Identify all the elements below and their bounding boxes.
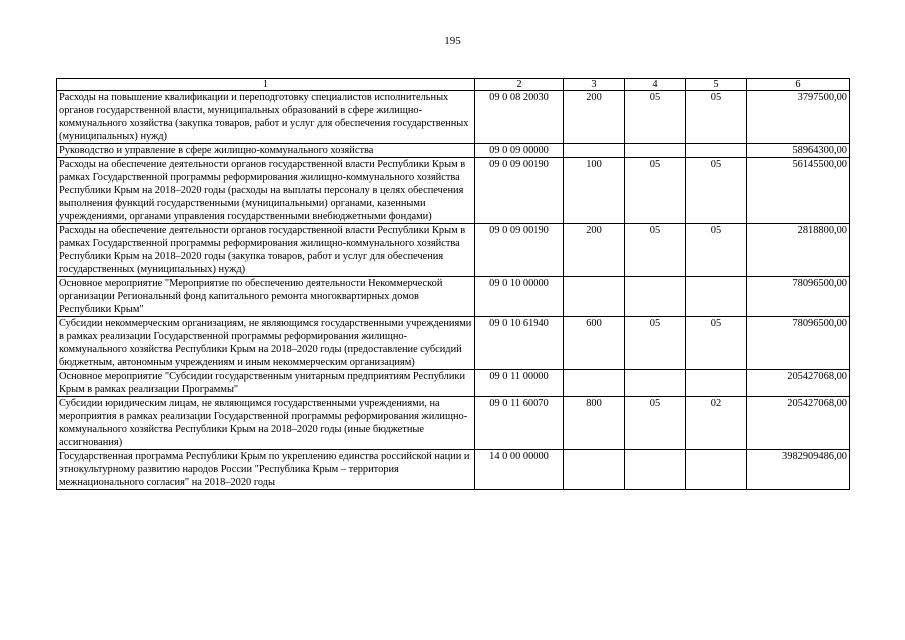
row-amount: 2818800,00 (747, 224, 850, 277)
row-name: Расходы на обеспечение деятельности органов государственной власти Республики Крым в рамках Государственной программы реформирования жилищно-коммунального хозяйства Республики Крым на 2018–2020 годы (закупка товаров, работ и услуг для обеспечения государственных (муниципальных) нужд) (57, 224, 475, 277)
row-expense-type (564, 144, 625, 158)
row-amount: 3982909486,00 (747, 450, 850, 490)
row-name: Субсидии некоммерческим организациям, не являющимся государственными учреждениями в рамках реализации Государственной программы реформирования жилищно-коммунального хозяйства Республики Крым на 2018–2020 годы (предоставление субсидий бюджетным, автономным учреждениям и иным некоммерческим организациям) (57, 317, 475, 370)
row-expense-type (564, 450, 625, 490)
row-code: 09 0 09 00190 (475, 224, 564, 277)
row-subsection: 05 (686, 317, 747, 370)
row-section: 05 (625, 397, 686, 450)
row-code: 14 0 00 00000 (475, 450, 564, 490)
row-name: Расходы на повышение квалификации и переподготовку специалистов исполнительных органов государственной власти, муниципальных образований в сфере жилищно-коммунального хозяйства (закупка товаров, работ и услуг для обеспечения государственных (муниципальных) нужд) (57, 91, 475, 144)
row-amount: 78096500,00 (747, 277, 850, 317)
row-section (625, 277, 686, 317)
budget-table (56, 78, 850, 490)
row-subsection: 05 (686, 224, 747, 277)
column-header: 6 (747, 79, 850, 91)
table-row (57, 144, 850, 158)
table-row (57, 450, 850, 490)
row-name: Основное мероприятие "Субсидии государственным унитарным предприятиям Республики Крым в рамках реализации Программы" (57, 370, 475, 397)
row-amount: 56145500,00 (747, 158, 850, 224)
table-row (57, 317, 850, 370)
row-section: 05 (625, 91, 686, 144)
row-expense-type: 800 (564, 397, 625, 450)
row-code: 09 0 08 20030 (475, 91, 564, 144)
row-amount: 205427068,00 (747, 397, 850, 450)
row-name: Расходы на обеспечение деятельности органов государственной власти Республики Крым в рамках Государственной программы реформирования жилищно-коммунального хозяйства Республики Крым на 2018–2020 годы (расходы на выплаты персоналу в целях обеспечения выполнения функций государственными (муниципальными) органами, казенными учреждениями, органами управления государственными внебюджетными фондами) (57, 158, 475, 224)
column-header: 2 (475, 79, 564, 91)
row-name: Государственная программа Республики Крым по укреплению единства российской нации и этнокультурному развитию народов России "Республика Крым – территория межнационального согласия" на 2018–2020 годы (57, 450, 475, 490)
column-header: 4 (625, 79, 686, 91)
row-amount: 3797500,00 (747, 91, 850, 144)
row-code: 09 0 10 61940 (475, 317, 564, 370)
page-number: 195 (444, 35, 461, 47)
row-code: 09 0 10 00000 (475, 277, 564, 317)
table-row (57, 224, 850, 277)
row-subsection (686, 450, 747, 490)
row-code: 09 0 09 00000 (475, 144, 564, 158)
row-amount: 78096500,00 (747, 317, 850, 370)
row-name: Руководство и управление в сфере жилищно-коммунального хозяйства (57, 144, 475, 158)
row-section: 05 (625, 224, 686, 277)
row-section: 05 (625, 158, 686, 224)
table-body (57, 91, 850, 490)
row-subsection (686, 277, 747, 317)
row-expense-type (564, 370, 625, 397)
row-name: Субсидии юридическим лицам, не являющимся государственными учреждениями, на мероприятия в рамках реализации Государственной программы реформирования жилищно-коммунального хозяйства Республики Крым на 2018–2020 годы (иные бюджетные ассигнования) (57, 397, 475, 450)
row-code: 09 0 11 60070 (475, 397, 564, 450)
row-section (625, 370, 686, 397)
row-expense-type: 600 (564, 317, 625, 370)
row-amount: 58964300,00 (747, 144, 850, 158)
row-subsection: 02 (686, 397, 747, 450)
row-section (625, 450, 686, 490)
table-row (57, 277, 850, 317)
table-header (57, 79, 850, 91)
column-header: 1 (57, 79, 475, 91)
row-subsection: 05 (686, 91, 747, 144)
row-subsection (686, 144, 747, 158)
table-row (57, 158, 850, 224)
column-header: 3 (564, 79, 625, 91)
column-header: 5 (686, 79, 747, 91)
row-amount: 205427068,00 (747, 370, 850, 397)
table-row (57, 397, 850, 450)
row-section (625, 144, 686, 158)
row-expense-type: 100 (564, 158, 625, 224)
row-code: 09 0 11 00000 (475, 370, 564, 397)
row-expense-type (564, 277, 625, 317)
row-code: 09 0 09 00190 (475, 158, 564, 224)
row-subsection (686, 370, 747, 397)
table-row (57, 370, 850, 397)
row-subsection: 05 (686, 158, 747, 224)
row-expense-type: 200 (564, 91, 625, 144)
table-row (57, 91, 850, 144)
row-section: 05 (625, 317, 686, 370)
header-row (57, 79, 850, 91)
row-expense-type: 200 (564, 224, 625, 277)
row-name: Основное мероприятие "Мероприятие по обеспечению деятельности Некоммерческой организации Региональный фонд капитального ремонта многоквартирных домов Республики Крым" (57, 277, 475, 317)
